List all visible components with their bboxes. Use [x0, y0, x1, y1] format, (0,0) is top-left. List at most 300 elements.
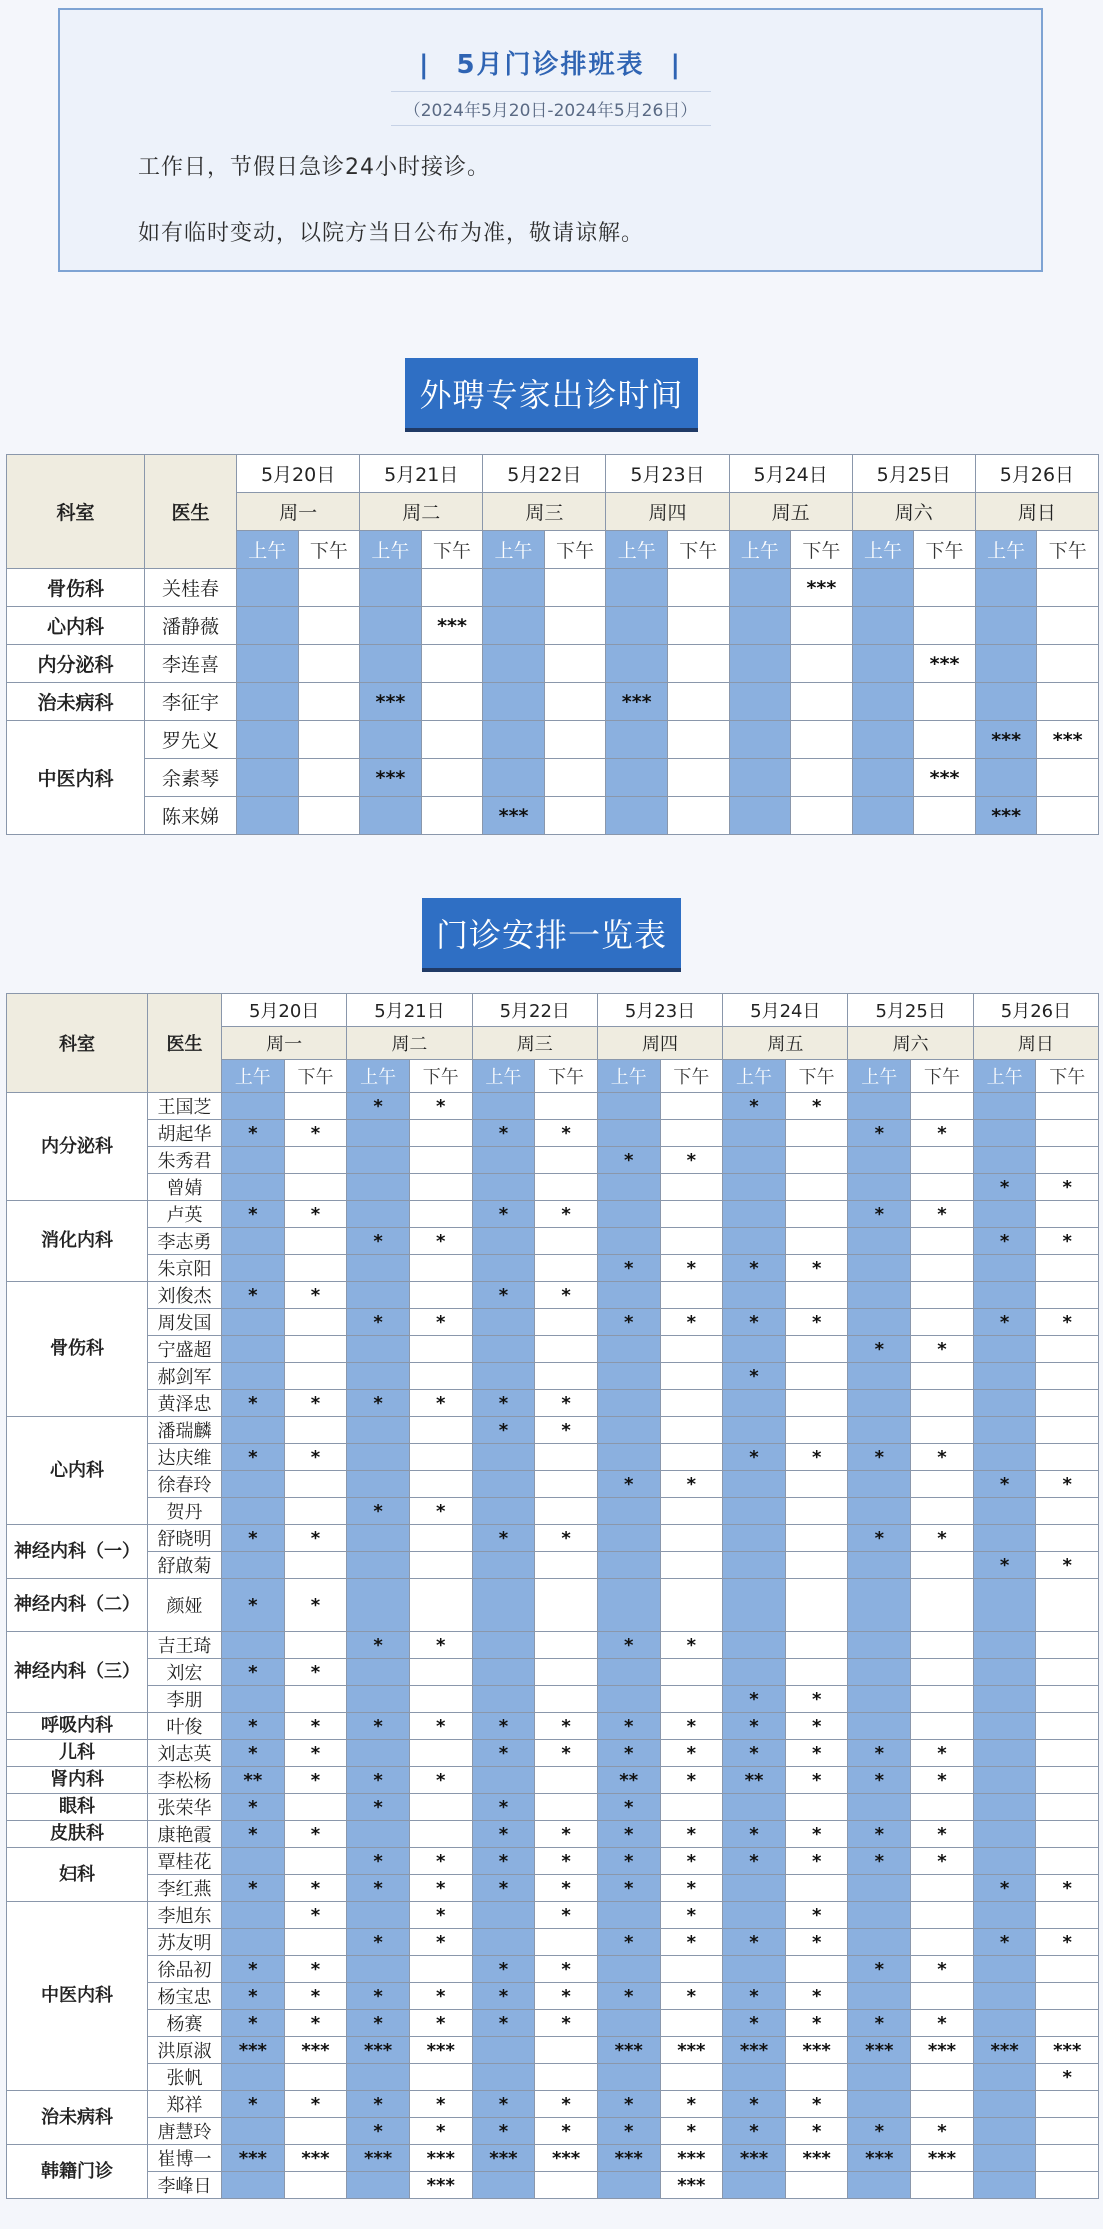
slot-cell: ***: [421, 607, 483, 645]
doctor-cell: 颜娅: [148, 1579, 222, 1632]
slot-cell: [606, 797, 668, 835]
doctor-cell: 潘瑞麟: [148, 1417, 222, 1444]
slot-cell: [347, 1363, 410, 1390]
slot-cell: [973, 2145, 1036, 2172]
pm-header: 下午: [667, 531, 729, 569]
slot-cell: [535, 2172, 598, 2199]
slot-cell: ***: [848, 2145, 911, 2172]
slot-cell: [535, 1444, 598, 1471]
dept-cell: 内分泌科: [7, 1093, 148, 1201]
slot-cell: *: [284, 1282, 347, 1309]
slot-cell: [1037, 759, 1099, 797]
slot-cell: [347, 2064, 410, 2091]
slot-cell: *: [222, 1659, 285, 1686]
slot-cell: [852, 683, 914, 721]
slot-cell: *: [660, 1632, 723, 1659]
table-row: [7, 1417, 1099, 1444]
slot-cell: *: [347, 1767, 410, 1794]
slot-cell: ***: [483, 797, 545, 835]
slot-cell: [222, 1632, 285, 1659]
slot-cell: *: [284, 1875, 347, 1902]
slot-cell: *: [535, 1201, 598, 1228]
dept-cell: 神经内科（三）: [7, 1632, 148, 1713]
slot-cell: [472, 2037, 535, 2064]
table-row: [7, 1848, 1099, 1875]
title-bar-right: |: [670, 50, 683, 80]
doctor-cell: 李红燕: [148, 1875, 222, 1902]
slot-cell: *: [1036, 1309, 1099, 1336]
weekday-header: 周六: [848, 1027, 973, 1060]
slot-cell: *: [535, 1956, 598, 1983]
slot-cell: [421, 645, 483, 683]
slot-cell: *: [785, 1740, 848, 1767]
slot-cell: *: [222, 1282, 285, 1309]
slot-cell: *: [785, 2118, 848, 2145]
slot-cell: [660, 1956, 723, 1983]
slot-cell: *: [723, 1255, 786, 1282]
slot-cell: [973, 1498, 1036, 1525]
slot-cell: [347, 1336, 410, 1363]
slot-cell: [911, 1983, 974, 2010]
slot-cell: *: [597, 1848, 660, 1875]
slot-cell: *: [848, 1120, 911, 1147]
slot-cell: [1036, 1902, 1099, 1929]
table-row: [7, 1390, 1099, 1417]
slot-cell: [914, 721, 976, 759]
slot-cell: [347, 1821, 410, 1848]
slot-cell: [973, 1255, 1036, 1282]
slot-cell: *: [1036, 1471, 1099, 1498]
doctor-cell: 叶俊: [148, 1713, 222, 1740]
am-header: 上午: [852, 531, 914, 569]
slot-cell: *: [347, 1632, 410, 1659]
table-row: [7, 1579, 1099, 1632]
slot-cell: *: [1036, 1552, 1099, 1579]
pm-header: 下午: [544, 531, 606, 569]
slot-cell: [1036, 1120, 1099, 1147]
slot-cell: *: [973, 1309, 1036, 1336]
slot-cell: [1036, 2091, 1099, 2118]
header-date-row: [7, 455, 1099, 493]
slot-cell: [660, 1498, 723, 1525]
slot-cell: *: [222, 1821, 285, 1848]
slot-cell: [848, 1255, 911, 1282]
slot-cell: *: [347, 1929, 410, 1956]
slot-cell: [535, 1471, 598, 1498]
slot-cell: [973, 2172, 1036, 2199]
notice-box: [58, 8, 1043, 272]
doctor-cell: 刘宏: [148, 1659, 222, 1686]
am-header: 上午: [729, 531, 791, 569]
dept-cell: 中医内科: [7, 721, 145, 835]
slot-cell: [973, 1579, 1036, 1632]
slot-cell: [472, 1174, 535, 1201]
notice-title-text: 5月门诊排班表: [456, 50, 645, 80]
slot-cell: [911, 1309, 974, 1336]
slot-cell: *: [723, 1444, 786, 1471]
slot-cell: *: [911, 2010, 974, 2037]
slot-cell: [347, 2172, 410, 2199]
slot-cell: [284, 1848, 347, 1875]
slot-cell: [409, 1255, 472, 1282]
slot-cell: *: [284, 1740, 347, 1767]
weekday-header: 周一: [222, 1027, 347, 1060]
slot-cell: *: [785, 1444, 848, 1471]
slot-cell: [472, 1147, 535, 1174]
slot-cell: *: [660, 1471, 723, 1498]
slot-cell: *: [785, 1255, 848, 1282]
slot-cell: [409, 1471, 472, 1498]
doctor-cell: 徐春玲: [148, 1471, 222, 1498]
slot-cell: [973, 1282, 1036, 1309]
slot-cell: [914, 607, 976, 645]
slot-cell: [222, 1336, 285, 1363]
slot-cell: [852, 645, 914, 683]
date-header: 5月26日: [973, 994, 1098, 1027]
slot-cell: [723, 1282, 786, 1309]
slot-cell: [237, 759, 299, 797]
slot-cell: [729, 759, 791, 797]
slot-cell: *: [848, 1740, 911, 1767]
slot-cell: ***: [911, 2037, 974, 2064]
slot-cell: [973, 1956, 1036, 1983]
doctor-cell: 关桂春: [145, 569, 237, 607]
am-header: 上午: [222, 1060, 285, 1093]
slot-cell: *: [347, 1228, 410, 1255]
slot-cell: [284, 1794, 347, 1821]
slot-cell: ***: [975, 797, 1037, 835]
am-header: 上午: [723, 1060, 786, 1093]
slot-cell: [222, 1686, 285, 1713]
slot-cell: [597, 1390, 660, 1417]
slot-cell: [284, 1309, 347, 1336]
slot-cell: ***: [1036, 2037, 1099, 2064]
slot-cell: [597, 1444, 660, 1471]
slot-cell: *: [222, 1444, 285, 1471]
slot-cell: *: [472, 2118, 535, 2145]
slot-cell: [660, 1444, 723, 1471]
slot-cell: [723, 1632, 786, 1659]
slot-cell: [1036, 1363, 1099, 1390]
slot-cell: *: [785, 1767, 848, 1794]
slot-cell: [347, 1444, 410, 1471]
slot-cell: [606, 569, 668, 607]
slot-cell: ***: [597, 2145, 660, 2172]
slot-cell: [409, 1525, 472, 1552]
slot-cell: [723, 1902, 786, 1929]
slot-cell: [544, 683, 606, 721]
slot-cell: [347, 1740, 410, 1767]
slot-cell: [421, 721, 483, 759]
slot-cell: [409, 1201, 472, 1228]
slot-cell: [911, 1363, 974, 1390]
slot-cell: [597, 1201, 660, 1228]
slot-cell: *: [660, 1821, 723, 1848]
slot-cell: [1036, 1713, 1099, 1740]
slot-cell: [597, 1363, 660, 1390]
slot-cell: [848, 1632, 911, 1659]
slot-cell: *: [535, 2091, 598, 2118]
slot-cell: [975, 607, 1037, 645]
slot-cell: *: [347, 2010, 410, 2037]
slot-cell: [973, 1794, 1036, 1821]
table-row: [7, 1956, 1099, 1983]
slot-cell: *: [660, 1767, 723, 1794]
table-row: [7, 2118, 1099, 2145]
slot-cell: [483, 607, 545, 645]
slot-cell: [785, 1794, 848, 1821]
notice-line-2: 如有临时变动，以院方当日公布为准，敬请谅解。: [138, 221, 645, 246]
experts-title: 外聘专家出诊时间: [405, 358, 697, 428]
slot-cell: [785, 1417, 848, 1444]
slot-cell: *: [723, 1929, 786, 1956]
slot-cell: ***: [535, 2145, 598, 2172]
slot-cell: [284, 1552, 347, 1579]
slot-cell: *: [472, 1740, 535, 1767]
pm-header: 下午: [1037, 531, 1099, 569]
slot-cell: [222, 1417, 285, 1444]
table-row: [7, 1201, 1099, 1228]
slot-cell: [483, 721, 545, 759]
doctor-cell: 周发国: [148, 1309, 222, 1336]
slot-cell: [409, 1821, 472, 1848]
slot-cell: *: [347, 2091, 410, 2118]
date-header: 5月24日: [723, 994, 848, 1027]
slot-cell: [1036, 1740, 1099, 1767]
slot-cell: *: [660, 1929, 723, 1956]
slot-cell: [848, 1929, 911, 1956]
slot-cell: [222, 1147, 285, 1174]
slot-cell: [597, 1659, 660, 1686]
slot-cell: [975, 683, 1037, 721]
slot-cell: [667, 797, 729, 835]
slot-cell: [472, 1363, 535, 1390]
slot-cell: [472, 1632, 535, 1659]
weekday-header: 周日: [975, 493, 1098, 531]
slot-cell: *: [973, 1552, 1036, 1579]
slot-cell: *: [472, 1201, 535, 1228]
slot-cell: *: [973, 1471, 1036, 1498]
am-header: 上午: [606, 531, 668, 569]
slot-cell: [409, 1552, 472, 1579]
slot-cell: [911, 1417, 974, 1444]
slot-cell: *: [911, 1956, 974, 1983]
slot-cell: [911, 1228, 974, 1255]
slot-cell: *: [535, 1282, 598, 1309]
slot-cell: *: [597, 2118, 660, 2145]
slot-cell: *: [284, 1713, 347, 1740]
slot-cell: [597, 2172, 660, 2199]
table-row: [7, 1632, 1099, 1659]
slot-cell: [535, 1498, 598, 1525]
slot-cell: [1036, 1848, 1099, 1875]
slot-cell: *: [785, 1929, 848, 1956]
slot-cell: [660, 1282, 723, 1309]
slot-cell: [284, 1632, 347, 1659]
slot-cell: [911, 1552, 974, 1579]
slot-cell: [723, 2064, 786, 2091]
doctor-cell: 曾婧: [148, 1174, 222, 1201]
slot-cell: *: [723, 1713, 786, 1740]
slot-cell: *: [1036, 1875, 1099, 1902]
slot-cell: *: [535, 1120, 598, 1147]
slot-cell: *: [347, 2118, 410, 2145]
slot-cell: [723, 1228, 786, 1255]
pm-header: 下午: [1036, 1060, 1099, 1093]
slot-cell: [911, 1282, 974, 1309]
slot-cell: [535, 1228, 598, 1255]
slot-cell: [597, 1579, 660, 1632]
slot-cell: *: [597, 1794, 660, 1821]
slot-cell: ***: [347, 2037, 410, 2064]
slot-cell: [723, 2172, 786, 2199]
slot-cell: [535, 2037, 598, 2064]
slot-cell: *: [284, 1579, 347, 1632]
slot-cell: [660, 1659, 723, 1686]
slot-cell: *: [660, 1713, 723, 1740]
dept-header: 科室: [7, 455, 145, 569]
slot-cell: ***: [785, 2037, 848, 2064]
slot-cell: *: [597, 1147, 660, 1174]
slot-cell: [298, 683, 360, 721]
slot-cell: [1036, 1632, 1099, 1659]
slot-cell: [1036, 2172, 1099, 2199]
slot-cell: *: [535, 1848, 598, 1875]
dept-cell: 骨伤科: [7, 569, 145, 607]
dept-cell: 眼科: [7, 1794, 148, 1821]
clinic-schedule-table: [6, 993, 1099, 2199]
slot-cell: [483, 683, 545, 721]
slot-cell: *: [222, 2010, 285, 2037]
slot-cell: *: [723, 1093, 786, 1120]
slot-cell: *: [409, 1228, 472, 1255]
slot-cell: [284, 2118, 347, 2145]
slot-cell: [237, 645, 299, 683]
slot-cell: [852, 569, 914, 607]
slot-cell: [723, 1552, 786, 1579]
slot-cell: *: [347, 1309, 410, 1336]
slot-cell: [347, 1686, 410, 1713]
table-row: [7, 797, 1099, 835]
slot-cell: [535, 1929, 598, 1956]
slot-cell: [723, 1579, 786, 1632]
slot-cell: [785, 1471, 848, 1498]
slot-cell: *: [973, 1929, 1036, 1956]
date-header: 5月21日: [360, 455, 483, 493]
slot-cell: *: [222, 1794, 285, 1821]
slot-cell: *: [597, 1255, 660, 1282]
slot-cell: [973, 1336, 1036, 1363]
slot-cell: ***: [848, 2037, 911, 2064]
slot-cell: [298, 721, 360, 759]
slot-cell: [544, 721, 606, 759]
weekday-header: 周三: [472, 1027, 597, 1060]
table-row: [7, 2091, 1099, 2118]
slot-cell: [237, 607, 299, 645]
slot-cell: *: [284, 1201, 347, 1228]
slot-cell: [973, 2118, 1036, 2145]
slot-cell: ***: [409, 2037, 472, 2064]
slot-cell: *: [785, 1713, 848, 1740]
slot-cell: **: [597, 1767, 660, 1794]
slot-cell: [1036, 1794, 1099, 1821]
dept-cell: 消化内科: [7, 1201, 148, 1282]
slot-cell: [347, 1282, 410, 1309]
date-header: 5月21日: [347, 994, 472, 1027]
doctor-cell: 李征宇: [145, 683, 237, 721]
slot-cell: [472, 1579, 535, 1632]
slot-cell: *: [284, 1821, 347, 1848]
slot-cell: *: [535, 1821, 598, 1848]
slot-cell: *: [597, 1632, 660, 1659]
slot-cell: [222, 2118, 285, 2145]
slot-cell: *: [409, 1848, 472, 1875]
am-header: 上午: [472, 1060, 535, 1093]
slot-cell: [298, 797, 360, 835]
slot-cell: [911, 1390, 974, 1417]
slot-cell: *: [409, 1632, 472, 1659]
slot-cell: [472, 1228, 535, 1255]
slot-cell: *: [284, 1983, 347, 2010]
slot-cell: *: [284, 1767, 347, 1794]
doctor-cell: 朱秀君: [148, 1147, 222, 1174]
slot-cell: [848, 1713, 911, 1740]
slot-cell: [1036, 1821, 1099, 1848]
slot-cell: *: [597, 1821, 660, 1848]
slot-cell: [973, 1201, 1036, 1228]
doctor-cell: 卢英: [148, 1201, 222, 1228]
slot-cell: *: [911, 2118, 974, 2145]
pm-header: 下午: [409, 1060, 472, 1093]
doctor-cell: 杨宝忠: [148, 1983, 222, 2010]
slot-cell: [848, 1875, 911, 1902]
slot-cell: [660, 1794, 723, 1821]
doctor-cell: 余素琴: [145, 759, 237, 797]
slot-cell: [848, 1417, 911, 1444]
slot-cell: [535, 1336, 598, 1363]
slot-cell: [597, 1525, 660, 1552]
slot-cell: [911, 1255, 974, 1282]
slot-cell: [723, 1390, 786, 1417]
slot-cell: [848, 2172, 911, 2199]
slot-cell: [723, 1120, 786, 1147]
slot-cell: *: [535, 2010, 598, 2037]
dept-cell: 肾内科: [7, 1767, 148, 1794]
slot-cell: *: [723, 1983, 786, 2010]
doctor-cell: 李连喜: [145, 645, 237, 683]
weekday-header: 周三: [483, 493, 606, 531]
slot-cell: [973, 1767, 1036, 1794]
slot-cell: ***: [222, 2145, 285, 2172]
slot-cell: [472, 1309, 535, 1336]
slot-cell: [472, 1444, 535, 1471]
slot-cell: [1036, 1579, 1099, 1632]
slot-cell: [409, 1659, 472, 1686]
slot-cell: [848, 1552, 911, 1579]
header-date-row: [7, 994, 1099, 1027]
slot-cell: [535, 1632, 598, 1659]
slot-cell: [660, 1417, 723, 1444]
slot-cell: [848, 1174, 911, 1201]
slot-cell: [347, 1174, 410, 1201]
slot-cell: [472, 1552, 535, 1579]
slot-cell: [284, 2064, 347, 2091]
slot-cell: [911, 1093, 974, 1120]
slot-cell: [535, 1686, 598, 1713]
doctor-cell: 舒晓明: [148, 1525, 222, 1552]
slot-cell: *: [284, 1902, 347, 1929]
slot-cell: [535, 1309, 598, 1336]
